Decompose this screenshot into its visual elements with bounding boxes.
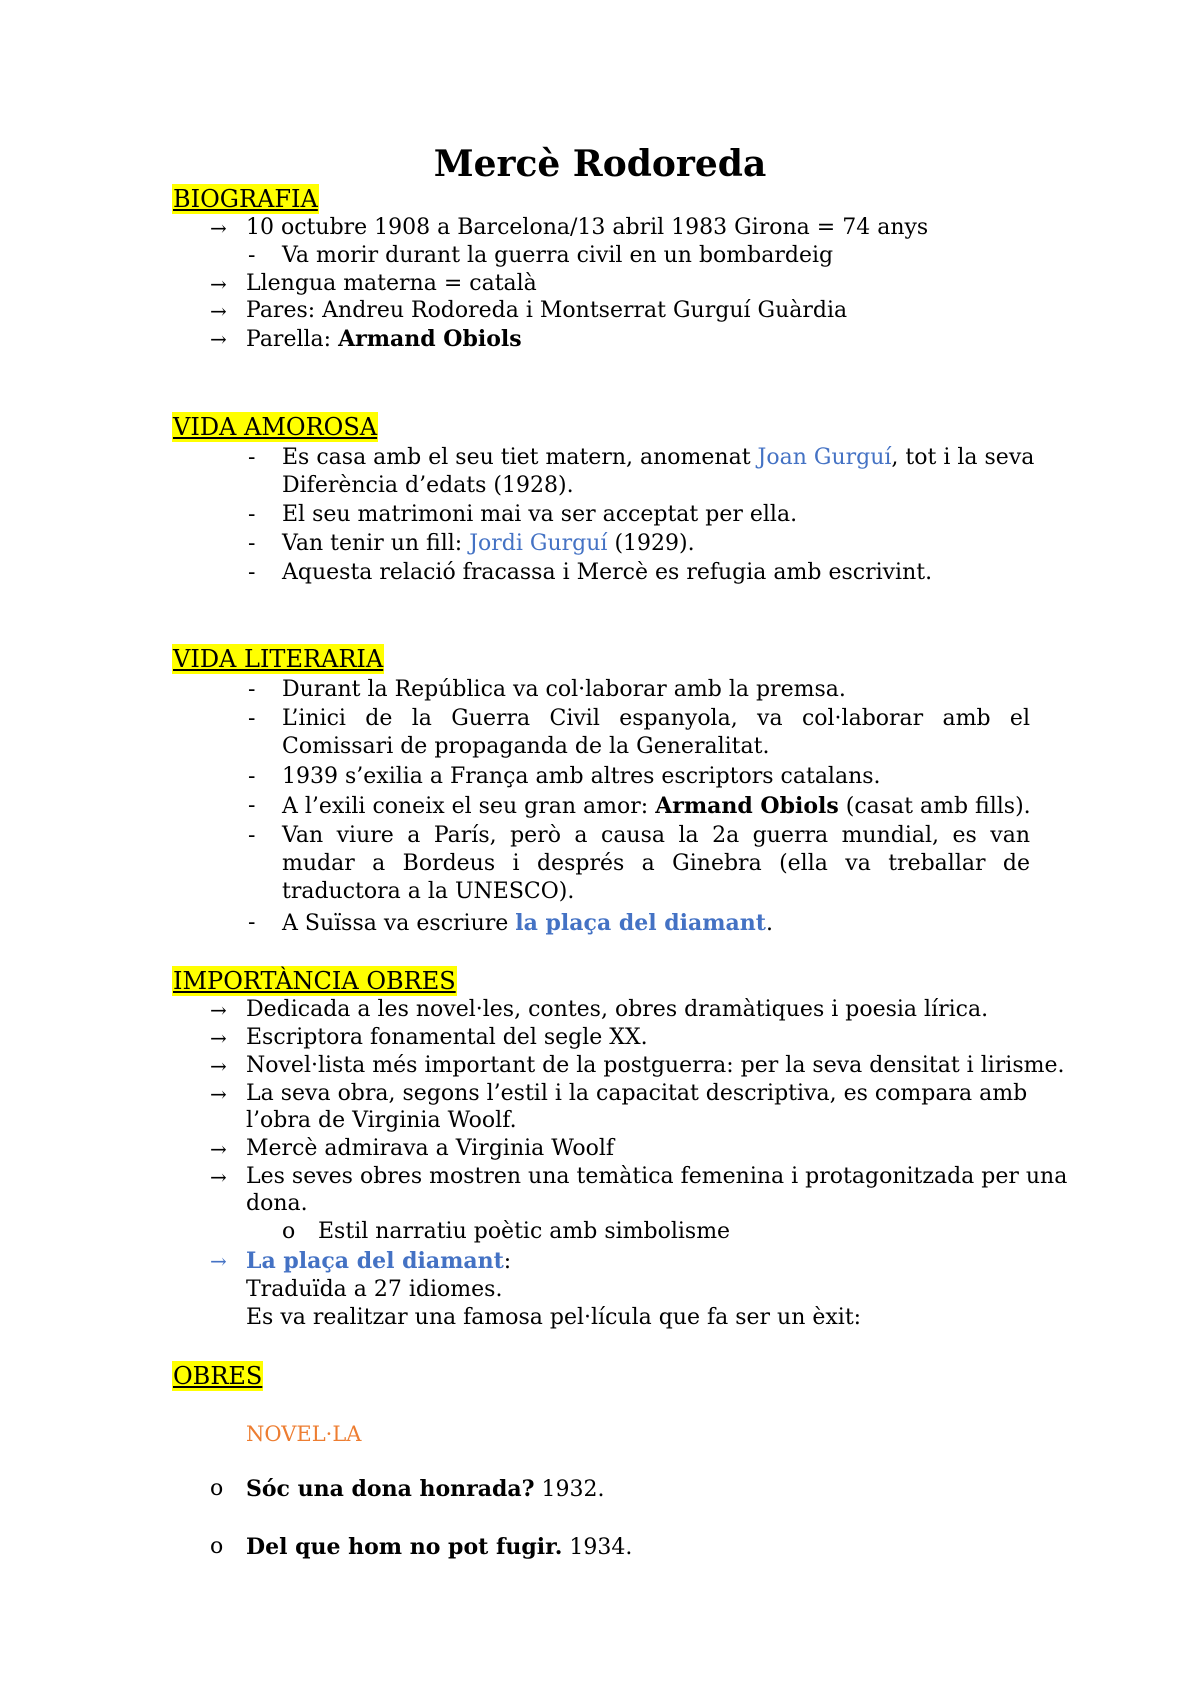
dash-marker: - [248,823,256,848]
arrow-icon: → [210,299,227,323]
label-text: Parella: [246,327,339,352]
circle-bullet-icon: o [210,1476,224,1501]
list-item-text: 1939 s’exilia a França amb altres escriptors catalans. [282,764,881,789]
list-item-text: 10 octubre 1908 a Barcelona/13 abril 1983 Girona = 74 anys [246,215,929,240]
list-item-text: Llengua materna = català [246,271,537,296]
list-item-text [282,444,1034,472]
list-item-continuation: Es va realitzar una famosa pel·lícula que fa ser un èxit: [246,1305,862,1330]
book-title: la plaça del diamant [515,910,766,936]
list-item-continuation: dona. [246,1191,308,1216]
text-segment: . [765,911,773,936]
dash-marker: - [248,445,256,470]
text-segment: Es casa amb el seu tiet matern, anomenat [282,445,758,470]
arrow-icon: → [210,327,227,351]
section-heading-vida-amorosa: VIDA AMOROSA [173,413,378,441]
list-item-text: Mercè admirava a Virginia Woolf [246,1136,615,1161]
list-item-text: La seva obra, segons l’estil i la capacitat descriptiva, es compara amb [246,1081,1028,1106]
list-item [248,705,1030,765]
book-title: La plaça del diamant [246,1248,504,1274]
highlighted-name: Jordi Gurguí [469,531,608,556]
text-segment: , tot i la seva [891,445,1035,470]
list-item-text [246,325,522,354]
work-year: 1932. [534,1477,605,1502]
list-item-text: Va morir durant la guerra civil en un bombardeig [282,243,834,268]
circle-bullet-icon: o [282,1219,296,1244]
text-segment: Van tenir un fill: [282,531,470,556]
work-text [246,1475,605,1504]
list-item-text: Durant la República va col·laborar amb la premsa. [282,677,846,702]
list-item-continuation: Traduïda a 27 idiomes. [246,1277,503,1302]
section-heading-biografia: BIOGRAFIA [173,185,318,213]
arrow-icon: → [210,1137,227,1161]
section-heading-obres: OBRES [173,1362,263,1390]
arrow-icon: → [210,1165,227,1189]
list-item-text: Van viure a París, però a causa la 2a guerra mundial, es van mudar a Bordeus i després a Ginebra (ella va treballar de traductora a la UNESCO). [282,823,1030,904]
dash-marker: - [248,531,256,556]
text-segment: A l’exili coneix el seu gran amor: [282,794,656,819]
highlighted-name: Armand Obiols [655,793,839,819]
dash-marker: - [248,764,256,789]
list-item [248,822,1030,910]
list-item-text [282,530,695,558]
section-heading-vida-literaria: VIDA LITERARIA [173,645,384,673]
arrow-icon: → [210,1026,227,1050]
arrow-icon: → [210,1249,227,1273]
dash-marker: - [248,502,256,527]
dash-marker: - [248,677,256,702]
list-item-text [282,792,1031,821]
arrow-icon: → [210,998,227,1022]
list-item-text: El seu matrimoni mai va ser acceptat per ella. [282,502,798,527]
list-item-text [246,1247,511,1276]
dash-marker: - [248,910,256,935]
highlighted-name: Joan Gurguí [757,445,892,470]
subheading-novella: NOVEL·LA [246,1422,362,1446]
text-segment: (1929). [607,531,695,556]
text-segment: : [503,1249,512,1274]
arrow-icon: → [210,1054,227,1078]
section-heading-importancia-obres: IMPORTÀNCIA OBRES [173,967,456,995]
dash-marker: - [248,243,256,268]
dash-marker: - [248,560,256,585]
work-text [246,1533,632,1562]
list-item-text: Aquesta relació fracassa i Mercè es refugia amb escrivint. [282,560,933,585]
page-title: Mercè Rodoreda [433,143,767,185]
list-item-text: Les seves obres mostren una temàtica femenina i protagonitzada per una [246,1164,1068,1189]
text-segment: (casat amb fills). [838,794,1031,819]
highlighted-name: Armand Obiols [338,326,522,352]
dash-marker: - [248,706,256,731]
list-item-text: Pares: Andreu Rodoreda i Montserrat Gurguí Guàrdia [246,298,848,323]
work-title: Sóc una dona honrada? [246,1476,535,1502]
list-item-continuation: Diferència d’edats (1928). [282,473,574,498]
list-item-text [282,909,773,938]
work-title: Del que hom no pot fugir. [246,1534,563,1560]
arrow-icon: → [210,1082,227,1106]
list-item-continuation: l’obra de Virginia Woolf. [246,1108,517,1133]
list-item-text: Dedicada a les novel·les, contes, obres dramàtiques i poesia lírica. [246,997,989,1022]
text-segment: A Suïssa va escriure [282,911,516,936]
arrow-icon: → [210,272,227,296]
circle-bullet-icon: o [210,1534,224,1559]
arrow-icon: → [210,216,227,240]
list-item-text: Estil narratiu poètic amb simbolisme [318,1219,731,1244]
list-item-text: L’inici de la Guerra Civil espanyola, va col·laborar amb el Comissari de propaganda de la Generalitat. [282,706,1030,759]
work-year: 1934. [562,1535,633,1560]
list-item-text: Escriptora fonamental del segle XX. [246,1025,648,1050]
dash-marker: - [248,793,256,818]
list-item-text: Novel·lista més important de la postguerra: per la seva densitat i lirisme. [246,1053,1065,1078]
